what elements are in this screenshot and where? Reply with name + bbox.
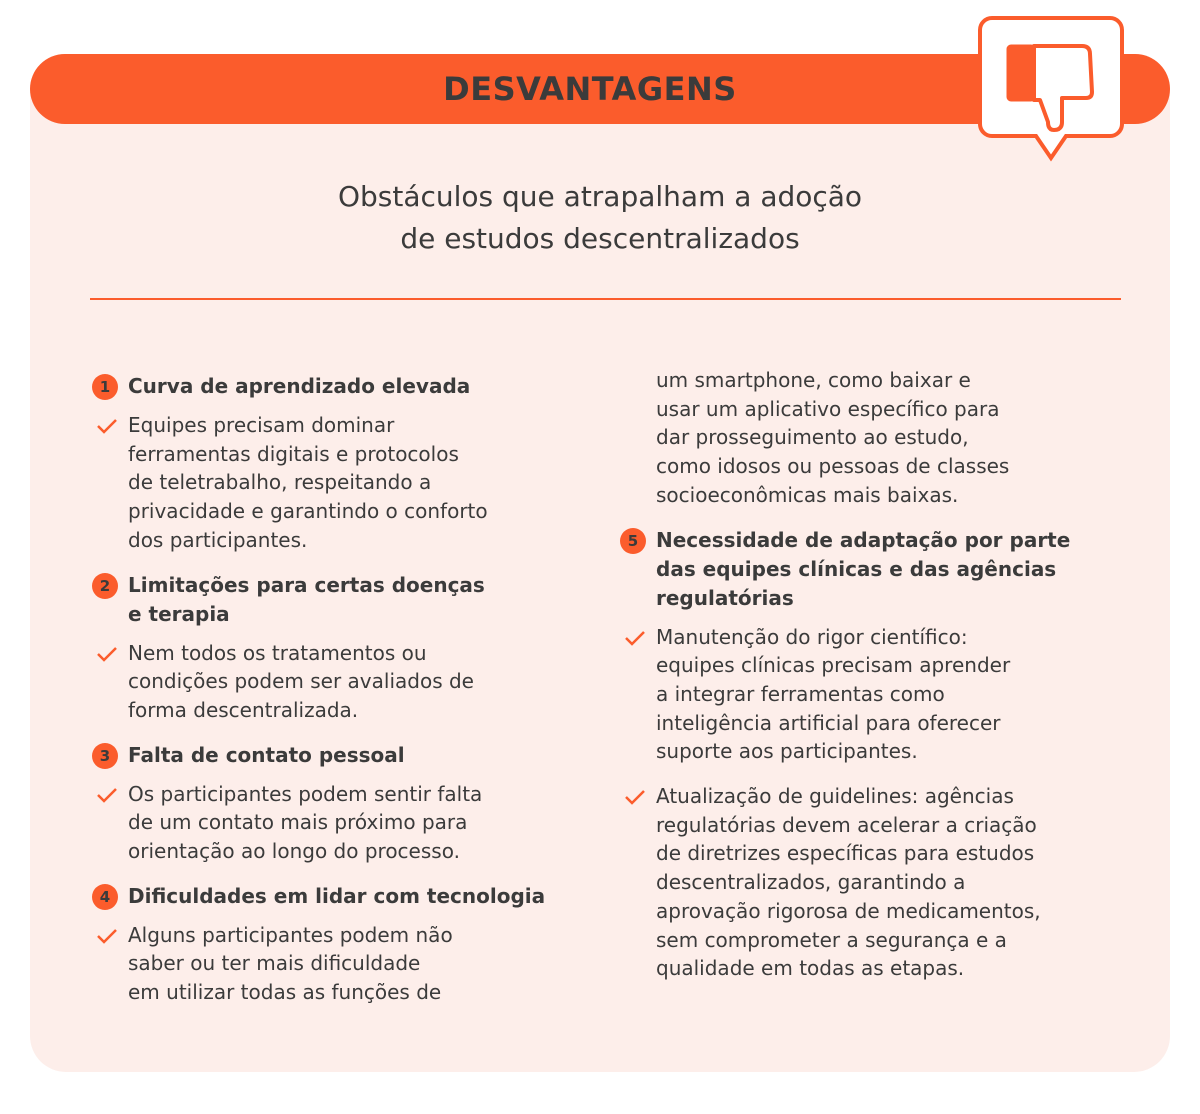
left-column xyxy=(92,372,582,1007)
subtitle-line: Obstáculos que atrapalham a adoção xyxy=(337,180,863,213)
body-line: regulatórias devem acelerar a criação xyxy=(656,812,1037,837)
body-line: sem comprometer a segurança e a xyxy=(656,927,1007,952)
item-heading xyxy=(92,571,582,629)
body-line: dos participantes. xyxy=(128,527,308,552)
item-heading xyxy=(620,526,1140,613)
body-line: condições podem ser avaliados de xyxy=(128,669,474,694)
number-badge: 5 xyxy=(620,528,646,554)
check-icon xyxy=(96,417,118,435)
right-column xyxy=(620,366,1140,983)
subtitle-line: de estudos descentralizados xyxy=(400,222,800,255)
body-line: ferramentas digitais e protocolos xyxy=(128,441,459,466)
thumbs-down-badge xyxy=(978,16,1124,162)
heading-line: Limitações para certas doenças xyxy=(128,572,485,597)
check-icon xyxy=(624,629,646,647)
body-line: socioeconômicas mais baixas. xyxy=(656,482,959,507)
body-line: saber ou ter mais dificuldade xyxy=(128,951,421,976)
body-line: descentralizados, garantindo a xyxy=(656,870,966,895)
body-line: Atualização de guidelines: agências xyxy=(656,784,1014,809)
body-line: equipes clínicas precisam aprender xyxy=(656,653,1011,678)
number-badge: 2 xyxy=(92,573,118,599)
body-line: usar um aplicativo específico para xyxy=(656,396,1000,421)
thumbs-down-icon xyxy=(978,16,1124,162)
body-line: Alguns participantes podem não xyxy=(128,922,453,947)
heading-line: e terapia xyxy=(128,601,230,626)
body-line: forma descentralizada. xyxy=(128,697,359,722)
body-line: qualidade em todas as etapas. xyxy=(656,956,965,981)
body-line: dar prosseguimento ao estudo, xyxy=(656,425,969,450)
body-line: aprovação rigorosa de medicamentos, xyxy=(656,898,1041,923)
heading-line: Dificuldades em lidar com tecnologia xyxy=(128,883,546,908)
list-item xyxy=(620,782,1140,983)
item-heading xyxy=(92,372,582,401)
list-item xyxy=(92,921,582,1007)
check-icon xyxy=(96,927,118,945)
number-badge: 1 xyxy=(92,374,118,400)
body-line: Nem todos os tratamentos ou xyxy=(128,640,427,665)
subtitle xyxy=(0,176,1200,260)
body-line: de um contato mais próximo para xyxy=(128,810,468,835)
item-heading xyxy=(92,741,582,770)
body-line: privacidade e garantindo o conforto xyxy=(128,499,488,524)
body-line: inteligência artificial para oferecer xyxy=(656,710,1001,735)
body-line: orientação ao longo do processo. xyxy=(128,839,460,864)
body-line: um smartphone, como baixar e xyxy=(656,368,971,392)
item-heading xyxy=(92,882,582,911)
heading-line: Curva de aprendizado elevada xyxy=(128,374,471,398)
body-line: Equipes precisam dominar xyxy=(128,413,395,437)
list-item xyxy=(92,780,582,866)
divider xyxy=(90,298,1121,300)
check-icon xyxy=(624,788,646,806)
heading-line: das equipes clínicas e das agências xyxy=(656,556,1057,581)
heading-line: Necessidade de adaptação por parte xyxy=(656,527,1071,552)
list-item xyxy=(620,623,1140,767)
check-icon xyxy=(96,786,118,804)
list-item xyxy=(92,411,582,555)
body-line: a integrar ferramentas como xyxy=(656,681,945,706)
body-line: de diretrizes específicas para estudos xyxy=(656,841,1035,866)
body-line: Manutenção do rigor científico: xyxy=(656,624,968,649)
number-badge: 4 xyxy=(92,884,118,910)
body-line: de teletrabalho, respeitando a xyxy=(128,470,432,495)
page-title: DESVANTAGENS xyxy=(443,70,737,108)
continuation-text xyxy=(620,366,1140,510)
check-icon xyxy=(96,645,118,663)
body-line: suporte aos participantes. xyxy=(656,739,918,764)
body-line: Os participantes podem sentir falta xyxy=(128,781,483,806)
list-item xyxy=(92,639,582,725)
number-badge: 3 xyxy=(92,743,118,769)
heading-line: Falta de contato pessoal xyxy=(128,742,405,767)
body-line: em utilizar todas as funções de xyxy=(128,980,442,1005)
body-line: como idosos ou pessoas de classes xyxy=(656,454,1010,479)
heading-line: regulatórias xyxy=(656,585,794,610)
